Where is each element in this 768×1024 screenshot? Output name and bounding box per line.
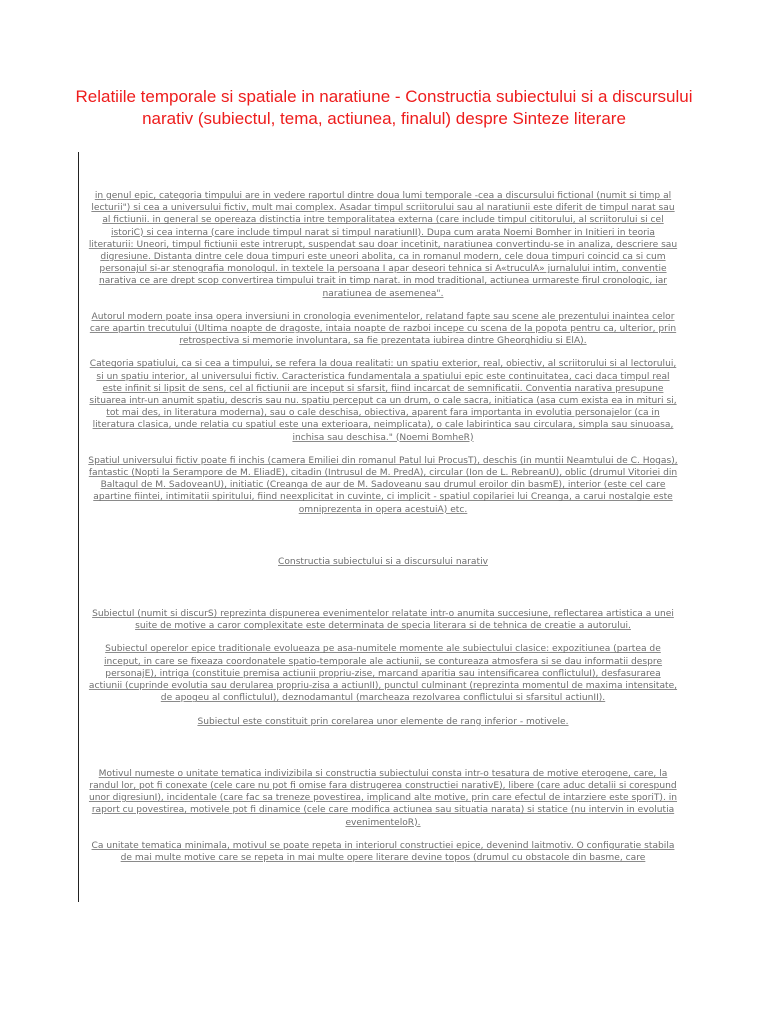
paragraph-autorul-modern: Autorul modern poate insa opera inversiuni in cronologia evenimentelor, relatand fapte sau scene ale prezentului inaintea celor care apartin trecutului (Ultima noapte de dragoste, intaia noapte de razboi incepe cu scena de la popota pentru ca, ulterior, prin retrospectiva si memorie involuntara, sa fie prezentata iubirea dintre Gheorghidiu si ElA).: [89, 311, 677, 347]
left-margin-rule: [78, 152, 79, 902]
paragraph-subiectul-definitie: Subiectul (numit si discurS) reprezinta dispunerea evenimentelor relatate intr-o anumita succesiune, reflectarea artistica a unei suite de motive a caror complexitate este determinata de specia literara si de tehnica de creatie a autorului.: [92, 609, 674, 632]
section-heading: Constructia subiectului si a discursului narativ: [278, 556, 488, 567]
paragraph-spatiul-universului: Spatiul universului fictiv poate fi inchis (camera Emiliei din romanul Patul lui ProcusT), deschis (in muntii Neamtului de C. Hogas), fantastic (Nopti la Serampore de M. EliadE), citadin (Intrusul de M. PredA), circular (Ion de L. RebreanU), oblic (drumul Vitoriei din Baltagul de M. SadoveanU), initiatic (Creanga de aur de M. Sadoveanu sau drumul eroilor din basmE), interior (este cel care apartine fiintei, intimitatii spiritului, fiind neexplicitat in cuvinte, ci implicit - spatiul copilariei lui Creanga, a carui nostalgie este omniprezenta in opera acestuiA) etc.: [88, 455, 678, 515]
paragraph-subiectul-momente: Subiectul operelor epice traditionale evolueaza pe asa-numitele momente ale subiectului clasice: expozitiunea (partea de inceput, in care se fixeaza coordonatele spatio-temporale ale actiunii, se contureaza atmosfera si se dau informatii despre personajE), intriga (constituie premisa actiunii propriu-zise, marcand aparitia sau intensificarea conflictuluI), desfasurarea actiunii (cuprinde evolutia sau derularea propriu-zisa a actiunII), punctul culminant (reprezinta momentul de maxima intensitate, de apogeu al conflictuluI), deznodamantul (marcheaza rezolvarea conflictului si sfarsitul actiunII).: [88, 644, 678, 704]
document-body: [88, 190, 678, 864]
paragraph-subiectul-motive: Subiectul este constituit prin corelarea unor elemente de rang inferior - motivele.: [197, 716, 569, 727]
document-title: Relatiile temporale si spatiale in naratiune - Constructia subiectului si a discursului narativ (subiectul, tema, actiunea, finalul) despre Sinteze literare: [75, 87, 693, 128]
paragraph-laitmotiv: Ca unitate tematica minimala, motivul se poate repeta in interiorul constructiei epice, devenind laitmotiv. O configuratie stabila de mai multe motive care se repeta in mai multe opere literare devine topos (drumul cu obstacole din basme, care: [91, 840, 675, 863]
paragraph-timpul-epic: in genul epic, categoria timpului are in vedere raportul dintre doua lumi temporale -cea a discursului fictional (numit si timp al lecturii") si cea a universului fictiv, mult mai complex. Asadar timpul scriitorului sau al naratiunii este diferit de timpul narat sau al fictiunii. in general se opereaza distinctia intre temporalitatea externa (care include timpul cititorului, al scriitorului si cel istoriC) si cea interna (care include timpul narat si timpul naratiunII). Dupa cum arata Noemi Bomher in Initieri in teoria literaturii: Uneori, timpul fictiunii este intrerupt, suspendat sau doar incetinit, naratiunea convertindu-se in analiza, descriere sau digresiune. Distanta dintre cele doua timpuri este uneori abolita, ca in romanul modern, cele doua timpuri coincid ca si cum personajul si-ar stenografia monologul. in textele la persoana I apar deseori tehnica si A«truculA» jurnalului intim, conventie narativa ce are drept scop convertirea timpului trait in timp narat. in mod traditional, actiunea urmareste firul cronologic, iar naratiunea de asemenea".: [88, 191, 678, 299]
paragraph-motivul: Motivul numeste o unitate tematica indivizibila si constructia subiectului consta intr-o tesatura de motive eterogene, care, la randul lor, pot fi conexate (cele care nu pot fi omise fara distrugerea constructiei narativE), libere (care aduc detalii si corespund unor digresiunI), incidentale (care fac sa treneze povestirea, implicand alte motive, prin care efectul de intarziere este sporiT). in raport cu povestirea, motivele pot fi dinamice (cele care modifica actiunea sau situatia narata) si statice (nu intervin in evolutia evenimenteloR).: [88, 768, 678, 828]
paragraph-categoria-spatiului: Categoria spatiului, ca si cea a timpului, se refera la doua realitati: un spatiu exterior, real, obiectiv, al scriitorului si al lectorului, si un spatiu interior, al universului fictiv. Caracteristica fundamentala a spatiului epic este continuitatea, caci daca timpul real este infinit si lipsit de sens, cel al fictiunii are inceput si sfarsit, fiind incarcat de semnificatii. Conventia narativa presupune situarea intr-un anumit spatiu, descris sau nu. spatiu perceput ca un drum, o cale sacra, initiatica (asa cum exista ea in mituri si, tot mai des, in literatura moderna), sau o cale deschisa, obiectiva, aparent fara importanta in evolutia personajelor (ca in literatura clasica, unde relatia cu spatiul este una exterioara, neimplicata), o cale labirintica sau circulara, simpla sau sinuoasa, inchisa sau deschisa." (Noemi BomheR): [89, 359, 677, 443]
